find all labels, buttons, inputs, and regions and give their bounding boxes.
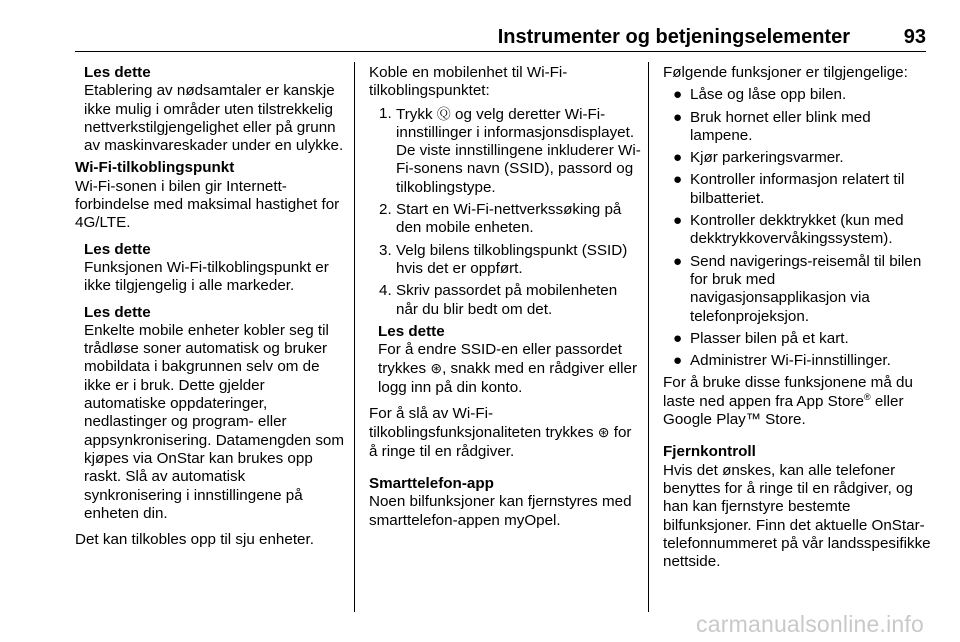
section-heading-remote-control: Fjernkontroll: [663, 443, 756, 461]
note-text: For å endre SSID-en eller passordet trykkes ⊛, snakk med en rådgiver eller logg inn på din konto.: [378, 341, 638, 396]
column-2: [369, 64, 641, 530]
note-heading: Les dette: [378, 322, 445, 340]
list-item: ● Bruk hornet eller blink med lampene.: [673, 108, 871, 144]
note-change-ssid: [369, 323, 641, 397]
section-text-smartphone-app: Noen bilfunksjoner kan fjernstyres med smarttelefon-appen myOpel.: [369, 493, 632, 529]
column-1: [75, 64, 345, 549]
wifi-off-text: For å slå av Wi-Fi-tilkoblingsfunksjonaliteten trykkes ⊛ for å ringe til en rådgiver.: [369, 405, 632, 460]
features-list: [663, 86, 933, 370]
note-emergency: [75, 64, 345, 155]
bullet-icon: ●: [673, 171, 683, 189]
list-item: ● Plasser bilen på et kart.: [673, 329, 849, 347]
page-header: [0, 0, 960, 50]
step-number: 3.: [379, 241, 392, 259]
closing-text: Det kan tilkobles opp til sju enheter.: [75, 531, 314, 549]
list-item: 4. Skriv passordet på mobilenheten når du blir bedt om det.: [379, 282, 618, 318]
bullet-icon: ●: [673, 108, 683, 126]
section-heading-smartphone-app: Smarttelefon-app: [369, 474, 494, 492]
step-number: 1.: [379, 104, 392, 122]
note-heading: Les dette: [84, 240, 151, 258]
onstar-button-icon: ⊛: [430, 360, 443, 377]
column-divider-1: [354, 62, 355, 612]
onstar-button-icon: ⊛: [597, 424, 610, 441]
bullet-icon: ●: [673, 212, 683, 230]
note-heading: Les dette: [84, 64, 151, 81]
note-availability: [75, 241, 345, 296]
step-number: 4.: [379, 282, 392, 300]
column-3: [663, 64, 933, 571]
list-item: ● Kontroller informasjon relatert til bilbatteriet.: [673, 171, 905, 207]
note-mobile-data: [75, 304, 345, 524]
steps-list: [369, 105, 641, 319]
page-number: 93: [903, 26, 926, 48]
list-item: 2. Start en Wi-Fi-nettverkssøking på den mobile enheten.: [379, 201, 622, 237]
section-text-remote-control: Hvis det ønskes, kan alle telefoner benyttes for å ringe til en rådgiver, og han kan fjernstyre bestemte bilfunksjoner. Finn det aktuelle OnStar-telefonnummeret på vår landsspesifikke nettside.: [663, 461, 931, 571]
note-text: Etablering av nødsamtaler er kanskje ikke mulig i områder uten tilstrekkelig nettverkstilgjengelighet eller på grunn av maskinvareskader under en ulykke.: [84, 82, 344, 155]
bullet-icon: ●: [673, 86, 683, 104]
bullet-icon: ●: [673, 252, 683, 270]
bullet-icon: ●: [673, 352, 683, 370]
home-button-icon: Ⓠ: [436, 105, 451, 122]
note-heading: Les dette: [84, 303, 151, 321]
app-download-text: For å bruke disse funksjonene må du laste ned appen fra App Store® eller Google Play™ Store.: [663, 374, 913, 429]
step-number: 2.: [379, 201, 392, 219]
note-text: Enkelte mobile enheter kobler seg til trådløse soner automatisk og bruker mobildata i bakgrunnen selv om de ikke er i bruk. Dette gjelder automatiske oppdateringer, nedlastinger og program- eller appsynkronisering. Datamengden som kjøpes via OnStar kan brukes opp raskt. Slå av automatisk synkronisering i innstillingene på enheten din.: [84, 321, 345, 522]
header-divider: [75, 51, 926, 52]
page-title: Instrumenter og betjeningselementer: [497, 26, 850, 48]
watermark: carmanualsonline.info: [696, 611, 924, 637]
list-item: ● Administrer Wi-Fi-innstillinger.: [673, 352, 891, 370]
section-text-wifi-hotspot: Wi-Fi-sonen i bilen gir Internett-forbindelse med maksimal hastighet for 4G/LTE.: [75, 177, 340, 232]
bullet-icon: ●: [673, 149, 683, 167]
list-item: ● Låse og låse opp bilen.: [673, 86, 847, 104]
bullet-icon: ●: [673, 329, 683, 347]
list-item: 3. Velg bilens tilkoblingspunkt (SSID) hvis det er oppført.: [379, 241, 628, 277]
note-text: Funksjonen Wi-Fi-tilkoblingspunkt er ikke tilgjengelig i alle markeder.: [84, 258, 329, 295]
steps-intro: Koble en mobilenhet til Wi-Fi-tilkoblingspunktet:: [369, 64, 568, 100]
list-item: ● Send navigerings-reisemål til bilen for bruk med navigasjonsapplikasjon via telefonprojeksjon.: [673, 252, 922, 325]
list-item: ● Kontroller dekktrykket (kun med dekktrykkovervåkingssystem).: [673, 212, 904, 248]
column-divider-2: [648, 62, 649, 612]
section-heading-wifi-hotspot: Wi-Fi-tilkoblingspunkt: [75, 159, 235, 177]
list-item: ● Kjør parkeringsvarmer.: [673, 149, 844, 167]
list-item: 1. Trykk Ⓠ og velg deretter Wi-Fi-innstillinger i informasjonsdisplayet. De viste innstillingene inkluderer Wi-Fi-sonens navn (SSID), passord og tilkoblingstype.: [379, 104, 641, 196]
features-intro: Følgende funksjoner er tilgjengelige:: [663, 64, 908, 81]
